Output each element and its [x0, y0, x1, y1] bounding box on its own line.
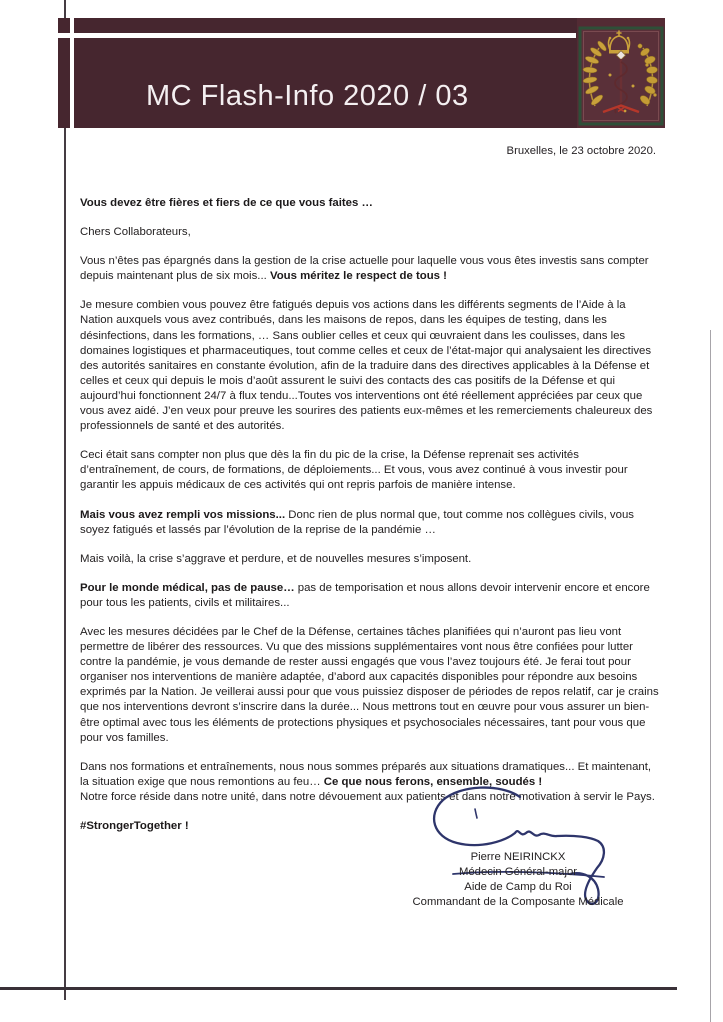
signatory-role-2: Aide de Camp du Roi [464, 881, 572, 893]
intro-line: Vous devez être fières et fiers de ce que vous faites … [80, 197, 373, 209]
paragraph-5: Mais voilà, la crise s’aggrave et perdure, et de nouvelles mesures s’imposent. [80, 552, 472, 565]
paragraph-4: Mais vous avez rempli vos missions... Donc rien de plus normal que, tout comme nos collègues civils, vous soyez fatigués et lassés par l’évolution de la reprise de la pandémie … [80, 508, 634, 536]
page-title: MC Flash-Info 2020 / 03 [146, 80, 469, 112]
paragraph-7: Avec les mesures décidées par le Chef de la Défense, certaines tâches planifiées qui n’auront pas lieu vont permettre de libérer des ressources. Vu que des missions supplémentaires vont nous être confiées pour lutter contre la pandémie, je vous demande de rester aussi engagés que vous l’avez toujours été. Je ferai tout pour organiser nos interventions de manière adaptée, d’abord aux capacités disponibles pour répondre aux besoins exprimés par la Nation. Je veillerai aussi pour que vous puissiez disposer de périodes de repos relatif, car je crains que nos interventions devront s’inscrire dans la durée... Nous mettrons tout en œuvre pour vous assurer un bien-être optimal avec tous les éléments de protections physiques et psychosociales nécessaires, tant pour vous que pour vos familles. [80, 625, 659, 744]
paragraph-6: Pour le monde médical, pas de pause… pas de temporisation et nous allons devoir intervenir encore et encore pour tous les patients, civils et militaires... [80, 581, 650, 609]
scan-fold-line-left [64, 0, 66, 1000]
scan-fold-line-bottom [0, 987, 677, 990]
date-line: Bruxelles, le 23 octobre 2020. [506, 145, 656, 157]
signatory-role-3: Commandant de la Composante Médicale [412, 896, 624, 908]
paragraph-8-line2: Notre force réside dans notre unité, dans notre dévouement aux patients et dans notre motivation à servir le Pays. [80, 790, 655, 803]
header-band-white-rule [58, 33, 576, 38]
hashtag-line: #StrongerTogether ! [80, 820, 189, 832]
paragraph-1: Vous n’êtes pas épargnés dans la gestion de la crise actuelle pour laquelle vous vous êtes investis sans compter depuis maintenant plus de six mois... Vous méritez le respect de tous ! [80, 255, 649, 283]
signatory-role-1: Médecin Général-major [458, 866, 578, 878]
medical-component-emblem-icon [577, 18, 665, 128]
scan-fold-line-right [710, 330, 711, 1022]
signatory-name: Pierre NEIRINCKX [470, 851, 566, 863]
signature-block [373, 850, 663, 910]
header-band-left-divider [70, 18, 74, 128]
paragraph-2: Je mesure combien vous pouvez être fatigués depuis vos actions dans les différents segments de l’Aide à la Nation auxquels vous avez contribués, dans les maisons de repos, dans les équipes de testing, dans les désinfections, dans les formations, … Sans oublier celles et ceux qui œuvraient dans les coulisses, dans les domaines logistiques et pharmaceutiques, tout comme celles et ceux de l’état-major qui analysaient les directives des autorités sanitaires en constante évolution, afin de la traduire dans des directives applicables à la Défense et celles et ceux qui depuis le mois d’août assurent le suivi des contacts des cas positifs de la Défense et qui aujourd’hui fonctionnent 24/7 à flux tendu...Toutes vos interventions ont été réellement appréciées par ceux que vous avez aidé. J’en veux pour preuve les sourires des patients eux-mêmes et les remerciements chaleureux des professionnels de santé et des autorités. [80, 299, 653, 433]
salutation: Chers Collaborateurs, [80, 226, 191, 239]
letter-body [80, 196, 659, 848]
paragraph-3: Ceci était sans compter non plus que dès la fin du pic de la crise, la Défense reprenait ses activités d’entraînement, de cours, de formations, de déploiements... Et vous, vous avez continué à vous investir pour garantir les appuis médicaux de ces activités qui ont repris parfois de manière intense. [80, 449, 628, 492]
paragraph-8: Dans nos formations et entraînements, nous nous sommes préparés aux situations dramatiques... Et maintenant, la situation exige que nous remontions au feu… Ce que nous ferons, ensemble, soudés ! [80, 760, 652, 788]
header-band [58, 18, 665, 128]
